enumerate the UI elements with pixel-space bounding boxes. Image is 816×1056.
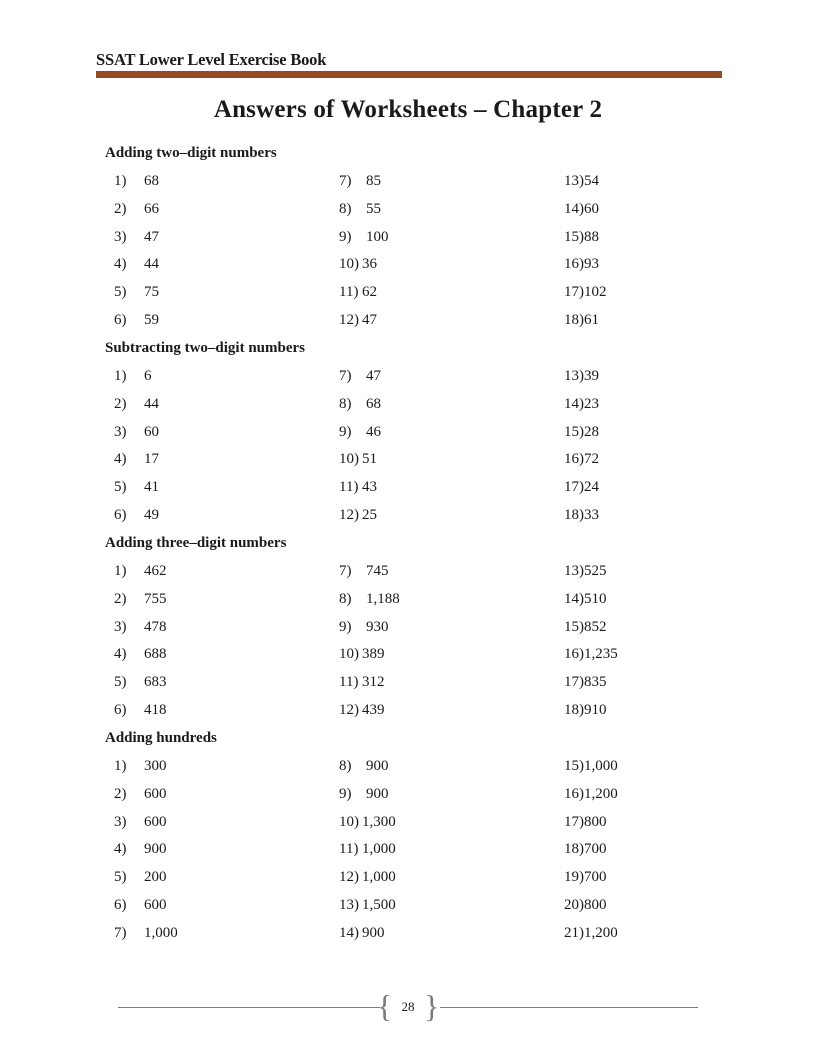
answer-number: 21) [564,924,584,941]
answer-number: 18) [564,841,584,858]
answer-number: 6) [114,702,127,718]
footer-bracket-right: } [424,988,440,1024]
answer-value: 44 [144,395,159,412]
answer-value: 1,300 [362,813,396,830]
answer-value: 600 [144,897,167,913]
answer-value: 835 [584,674,607,691]
answer-value: 54 [584,173,599,189]
answer-number: 18) [564,312,584,328]
answer-number: 11) [339,284,359,301]
answer-number: 8) [339,395,352,412]
section-heading: Adding two–digit numbers [105,145,277,161]
answer-number: 3) [114,618,127,635]
answer-value: 68 [366,395,381,412]
answer-number: 11) [339,841,359,858]
answer-number: 13) [564,368,584,384]
answer-number: 8) [339,590,352,607]
answer-number: 10) [339,813,359,830]
answer-number: 10) [339,451,359,468]
answer-number: 1) [114,563,127,579]
answer-value: 24 [584,479,599,496]
section-heading: Adding three–digit numbers [105,535,287,551]
answer-value: 17 [144,451,159,468]
answer-value: 1,188 [366,590,400,607]
answer-value: 51 [362,451,377,468]
answer-number: 6) [114,312,127,328]
answer-value: 41 [144,479,159,496]
answer-number: 13) [339,897,359,913]
answer-value: 49 [144,507,159,523]
answer-number: 2) [114,590,127,607]
answer-number: 1) [114,368,127,384]
answer-value: 60 [584,200,599,217]
answer-number: 5) [114,284,127,301]
answer-number: 9) [339,785,352,802]
answer-number: 14) [564,590,584,607]
answer-number: 3) [114,228,127,245]
answer-number: 10) [339,256,359,273]
answer-number: 12) [339,869,359,886]
answer-number: 7) [339,173,352,189]
answer-value: 61 [584,312,599,328]
answer-value: 6 [144,368,152,384]
answer-value: 389 [362,646,385,663]
answer-value: 418 [144,702,167,718]
answer-value: 28 [584,423,599,440]
answer-number: 19) [564,869,584,886]
answer-value: 200 [144,869,167,886]
answer-value: 1,000 [362,841,396,858]
answer-number: 9) [339,423,352,440]
footer-rule-left [118,1007,380,1008]
answer-number: 3) [114,813,127,830]
answer-number: 6) [114,897,127,913]
answer-number: 8) [339,200,352,217]
answer-number: 7) [339,563,352,579]
answer-value: 700 [584,869,607,886]
answer-value: 900 [366,758,389,774]
answer-number: 17) [564,813,584,830]
answer-value: 800 [584,897,607,913]
answer-value: 39 [584,368,599,384]
answer-value: 47 [144,228,159,245]
answer-number: 4) [114,256,127,273]
answer-number: 7) [114,924,127,941]
answer-number: 14) [339,924,359,941]
answer-value: 93 [584,256,599,273]
answer-value: 688 [144,646,167,663]
answer-number: 15) [564,228,584,245]
answer-number: 2) [114,395,127,412]
answer-number: 4) [114,646,127,663]
answer-value: 33 [584,507,599,523]
answer-value: 300 [144,758,167,774]
answer-value: 600 [144,785,167,802]
answer-value: 439 [362,702,385,718]
answer-number: 13) [564,173,584,189]
answer-number: 16) [564,256,584,273]
answer-value: 700 [584,841,607,858]
answer-number: 5) [114,869,127,886]
answer-number: 16) [564,646,584,663]
answer-value: 47 [362,312,377,328]
answer-value: 72 [584,451,599,468]
answer-number: 18) [564,702,584,718]
answer-value: 900 [366,785,389,802]
answer-value: 25 [362,507,377,523]
answer-value: 910 [584,702,607,718]
answer-value: 1,200 [584,785,618,802]
answer-value: 1,500 [362,897,396,913]
answer-value: 88 [584,228,599,245]
answer-value: 85 [366,173,381,189]
answer-value: 1,000 [584,758,618,774]
answer-value: 900 [362,924,385,941]
answer-value: 100 [366,228,389,245]
answer-value: 900 [144,841,167,858]
answer-value: 510 [584,590,607,607]
answer-number: 15) [564,423,584,440]
book-title: SSAT Lower Level Exercise Book [96,50,327,69]
answer-number: 10) [339,646,359,663]
answer-number: 15) [564,758,584,774]
section-heading: Subtracting two–digit numbers [105,340,306,356]
answer-number: 17) [564,674,584,691]
chapter-title: Answers of Worksheets – Chapter 2 [213,96,603,123]
answer-number: 20) [564,897,584,913]
page-number: 28 [401,999,415,1014]
answer-number: 16) [564,785,584,802]
answer-value: 1,235 [584,646,618,663]
answer-number: 12) [339,507,359,523]
answer-number: 5) [114,479,127,496]
answer-number: 2) [114,200,127,217]
answer-value: 36 [362,256,377,273]
answer-value: 55 [366,200,381,217]
answer-value: 800 [584,813,607,830]
answer-value: 312 [362,674,385,691]
answer-number: 3) [114,423,127,440]
answer-value: 44 [144,256,159,273]
answer-value: 46 [366,423,381,440]
answer-value: 852 [584,618,607,635]
answer-value: 59 [144,312,159,328]
answer-value: 68 [144,173,159,189]
answer-value: 43 [362,479,377,496]
header-rule [96,71,722,78]
answer-value: 462 [144,563,167,579]
answer-number: 12) [339,702,359,718]
answer-value: 1,200 [584,924,618,941]
answer-value: 755 [144,590,167,607]
answer-value: 102 [584,284,607,301]
answer-number: 18) [564,507,584,523]
answer-value: 75 [144,284,159,301]
answer-value: 66 [144,200,159,217]
answer-number: 5) [114,674,127,691]
answer-value: 1,000 [362,869,396,886]
answer-value: 23 [584,395,599,412]
answer-value: 62 [362,284,377,301]
answer-number: 2) [114,785,127,802]
answer-value: 47 [366,368,381,384]
answer-number: 9) [339,228,352,245]
answer-value: 930 [366,618,389,635]
answer-number: 14) [564,200,584,217]
answer-number: 9) [339,618,352,635]
answer-number: 1) [114,758,127,774]
answer-value: 745 [366,563,389,579]
answer-number: 1) [114,173,127,189]
answer-number: 16) [564,451,584,468]
answer-value: 525 [584,563,607,579]
answer-number: 14) [564,395,584,412]
answer-number: 17) [564,479,584,496]
answer-number: 15) [564,618,584,635]
answer-number: 13) [564,563,584,579]
answer-value: 478 [144,618,167,635]
footer-bracket-left: { [377,988,393,1024]
section-heading: Adding hundreds [105,730,217,746]
answer-number: 8) [339,758,352,774]
answer-value: 683 [144,674,167,691]
answer-number: 12) [339,312,359,328]
answer-number: 17) [564,284,584,301]
answer-value: 1,000 [144,924,178,941]
answer-number: 7) [339,368,352,384]
answer-number: 11) [339,479,359,496]
footer-rule-right [440,1007,698,1008]
answer-value: 600 [144,813,167,830]
answer-number: 11) [339,674,359,691]
answer-number: 4) [114,841,127,858]
answer-number: 4) [114,451,127,468]
answer-number: 6) [114,507,127,523]
answer-value: 60 [144,423,159,440]
